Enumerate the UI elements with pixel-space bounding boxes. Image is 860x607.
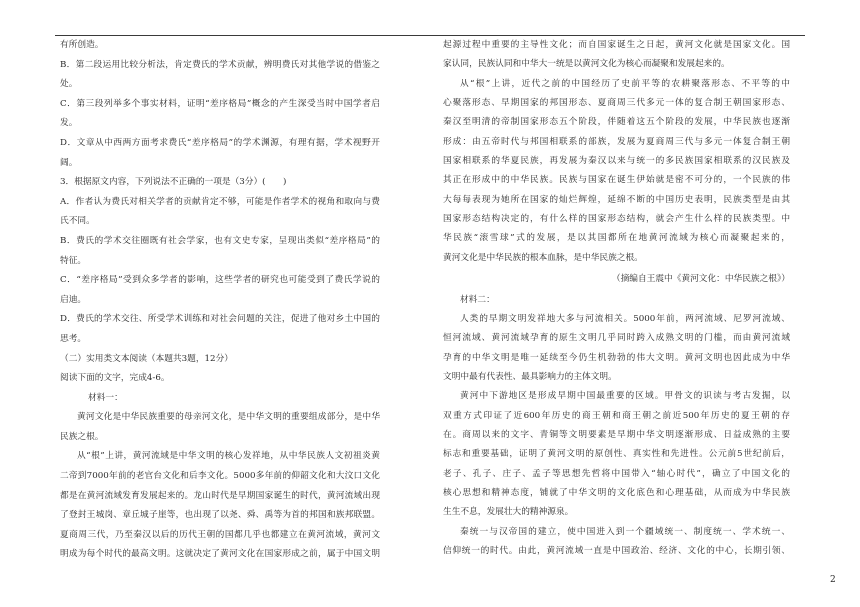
paragraph-line: 民族之根。	[60, 431, 104, 442]
paragraph-line: 恒河流域、黄河流域孕育的原生文明几乎同时跨入成熟文明的门槛，而由黄河流域	[443, 333, 790, 344]
paragraph-line: 秦统一与汉帝国的建立，使中国进入到一个疆域统一、制度统一、学术统一、	[460, 526, 790, 537]
paragraph-line: 黄河文化是中华民族重要的母亲河文化，是中华文明的重要组成部分，是中华	[77, 412, 380, 423]
option-continuation: 发。	[60, 118, 78, 129]
option-a-text: A．作者认为费氏对相关学者的贡献肯定不够，可能是作者学术的视角和取向与费	[60, 196, 380, 207]
option-continuation: 阔。	[60, 157, 78, 168]
paragraph-line: 形成：由五帝时代与邦国相联系的部族，发展为夏商周三代与多元一体复合制王朝	[443, 136, 790, 147]
paragraph-line: 其正在形成中的中华民族。民族与国家在诞生伊始就是密不可分的，一个民族的伟	[443, 175, 790, 186]
option-continuation: 思考。	[60, 333, 87, 344]
paragraph-line: 文明中最有代表性、最具影响力的主体文明。	[443, 372, 617, 383]
option-continuation: 启迪。	[60, 294, 87, 305]
option-c-text: C．“差序格局”受到众多学者的影响，这些学者的研究也可能受到了费氏学说的	[60, 275, 380, 286]
paragraph-line: 夏商周三代，乃至秦汉以后的历代王朝的国都几乎也都建立在黄河流域，黄河文	[60, 529, 380, 540]
question-3-stem: 3．根据原文内容，下列说法不正确的一项是（3分）( )	[60, 177, 287, 188]
option-d-text: D．文章从中西两方面考求费氏“差序格局”的学术渊源，有理有据，学术视野开	[60, 137, 380, 148]
page-number: 2	[830, 575, 836, 585]
paragraph-line: 心聚落形态、早期国家的邦国形态、夏商周三代多元一体的复合制王朝国家形态、	[443, 98, 790, 109]
paragraph-line: 国家形态结构决定的，有什么样的国家形态结构，就会产生什么样的民族类型。中	[443, 214, 790, 225]
paragraph-line: 黄河文化是中华民族的根本血脉，是中华民族之根。	[443, 252, 643, 263]
paragraph-line: 国家相联系的华夏民族，再发展为秦汉以来与统一的多民族国家相联系的汉民族及	[443, 156, 790, 167]
right-column	[443, 36, 790, 561]
option-b-text: B．费氏的学术交往圈既有社会学家，也有文史专家，呈现出类似“差序格局”的	[60, 235, 380, 246]
material-label: 材料二：	[460, 294, 495, 305]
option-d-text: D．费氏的学术交往、所受学术训练和对社会问题的关注，促进了他对乡土中国的	[60, 314, 380, 325]
option-continuation: 处。	[60, 79, 78, 90]
reading-instructions: 阅读下面的文字，完成4-6。	[60, 373, 170, 384]
option-continuation: 特征。	[60, 255, 87, 266]
paragraph-line: 信仰统一的时代。由此，黄河流域一直是中国政治、经济、文化的中心，长期引领、	[443, 546, 790, 557]
paragraph-line: 起源过程中重要的主导性文化；而自国家诞生之日起，黄河文化就是国家文化。国	[443, 40, 790, 50]
paragraph-line: 黄河中下游地区是形成早期中国最重要的区域。甲骨文的识读与考古发掘，以	[460, 391, 790, 402]
paragraph-line: 秦汉至明清的帝制国家形态五个阶段，伴随着这五个阶段的发展，中华民族也逐渐	[443, 117, 790, 128]
paragraph-line: 生生不息，发展壮大的精神源泉。	[443, 507, 574, 518]
material-label: 材料一：	[88, 392, 123, 403]
option-continuation: 氏不同。	[60, 216, 95, 227]
option-continuation: 有所创造。	[60, 40, 104, 50]
paragraph-line: 都是在黄河流域发育发展起来的。龙山时代是早期国家诞生的时代，黄河流域出现	[60, 490, 380, 501]
source-citation: （摘编自王震中《黄河文化：中华民族之根》）	[611, 273, 790, 284]
paragraph-line: 明成为每个时代的最高文明。这就决定了黄河文化在国家形成之前，属于中国文明	[60, 549, 380, 560]
paragraph-line: 大每每表现为她所在国家的灿烂辉煌，延绵不断的中国历史表明，民族类型是由其	[443, 194, 790, 205]
left-column	[60, 36, 380, 565]
section-heading: （二）实用类文本阅读（本题共3题，12分）	[60, 353, 233, 364]
paragraph-line: 从“根”上讲，近代之前的中国经历了史前平等的农耕聚落形态、不平等的中	[460, 78, 790, 89]
paragraph-line: 双重方式印证了近600年历史的商王朝和商王朝之前近500年历史的夏王朝的存	[443, 410, 790, 421]
paragraph-line: 从“根”上讲，黄河流域是中华文明的核心发祥地，从中华民族人文初祖炎黄	[77, 451, 380, 462]
paragraph-line: 人类的早期文明发祥地大多与河流相关。5000年前，两河流域、尼罗河流域、	[460, 314, 790, 324]
paragraph-line: 标志和重要基础，证明了黄河文明的原创性、真实性和先进性。公元前5世纪前后，	[443, 449, 790, 460]
paragraph-line: 孕育的中华文明是唯一延续至今仍生机勃勃的伟大文明。黄河文明也因此成为中华	[443, 352, 790, 363]
paragraph-line: 老子、孔子、庄子、孟子等思想先哲将中国带入“轴心时代”，确立了中国文化的	[443, 468, 790, 479]
paragraph-line: 在。商周以来的文字、青铜等文明要素是早期中华文明逐渐形成、日益成熟的主要	[443, 430, 790, 441]
paragraph-line: 华民族“滚雪球”式的发展，是以其国都所在地黄河流域为核心而凝聚起来的，	[443, 233, 790, 244]
paragraph-line: 家认同，民族认同和中华大一统是以黄河文化为核心而凝聚和发展起来的。	[443, 59, 730, 70]
option-c-text: C．第三段列举多个事实材料，证明“差序格局”概念的产生深受当时中国学者启	[60, 98, 380, 109]
paragraph-line: 核心思想和精神态度，铺就了中华文明的文化底色和心理基础，从而成为中华民族	[443, 488, 790, 499]
paragraph-line: 二帝到7000年前的老官台文化和后李文化。5000多年前的仰韶文化和大汶口文化	[60, 471, 380, 482]
option-b-text: B．第二段运用比较分析法，肯定费氏的学术贡献，辨明费氏对其他学说的借鉴之	[60, 59, 380, 70]
paragraph-line: 了登封王城岗、章丘城子崖等，也出现了以尧、舜、禹等为首的邦国和族邦联盟。	[60, 510, 380, 521]
